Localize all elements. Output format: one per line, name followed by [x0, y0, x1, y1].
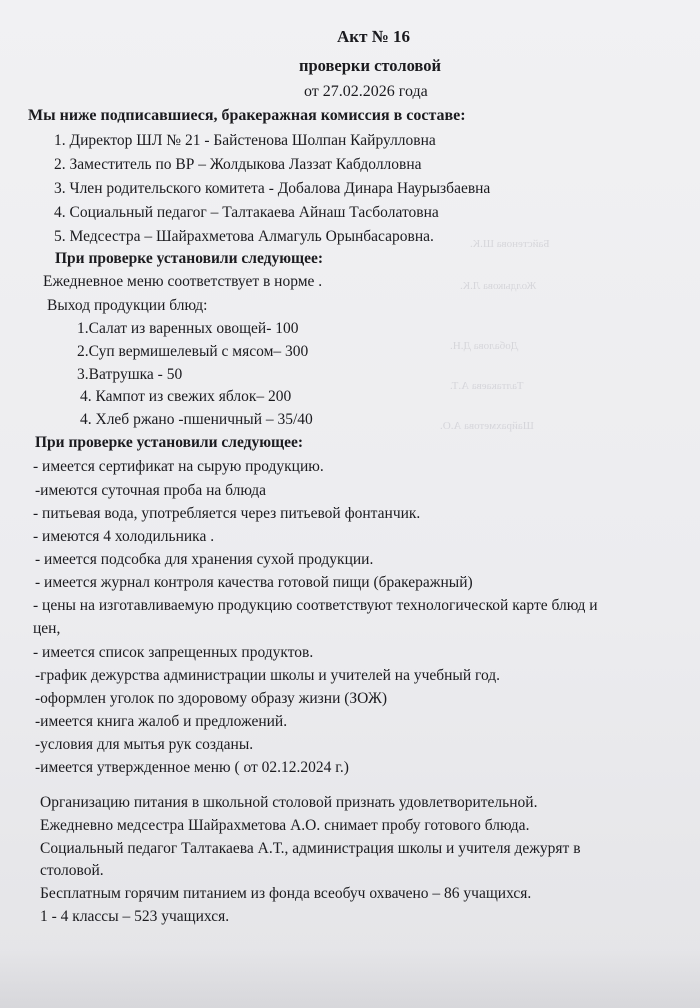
bleed-through-decoration: Байстенова Ш.К. [470, 238, 550, 250]
finding-item: - имеется список запрещенных продуктов. [33, 644, 314, 661]
bleed-through-decoration: Жолдыкова Л.К. [460, 280, 537, 292]
commission-member: 5. Медсестра – Шайрахметова Алмагуль Орынбасаровна. [54, 228, 434, 245]
finding-item: -условия для мытья рук созданы. [35, 736, 254, 753]
finding-item: -график дежурства администрации школы и учителей на учебный год. [35, 667, 501, 684]
conclusion-line: 1 - 4 классы – 523 учащихся. [40, 908, 230, 925]
commission-member: 4. Социальный педагог – Талтакаева Айнаш Тасболатовна [54, 204, 439, 221]
commission-member: 2. Заместитель по ВР – Жолдыкова Лаззат Кабдолловна [54, 156, 422, 173]
yield-heading: Выход продукции блюд: [47, 297, 208, 314]
commission-member: 1. Директор ШЛ № 21 - Байстенова Шолпан Кайрулловна [54, 132, 436, 149]
finding-item: -имеется книга жалоб и предложений. [35, 713, 288, 730]
finding-item: - имеется подсобка для хранения сухой продукции. [35, 551, 374, 568]
conclusion-line: столовой. [40, 862, 104, 879]
finding-item: - имеются 4 холодильника . [33, 528, 215, 545]
act-subtitle: проверки столовой [299, 56, 441, 75]
finding-item: -имеются суточная проба на блюда [35, 482, 266, 499]
section-heading: При проверке установили следующее: [55, 250, 324, 267]
finding-item: -оформлен уголок по здоровому образу жизни (ЗОЖ) [35, 690, 388, 707]
section-heading: При проверке установили следующее: [35, 434, 304, 451]
bleed-through-decoration: Шайрахметова А.О. [440, 420, 534, 432]
dish-item: 4. Кампот из свежих яблок– 200 [80, 388, 292, 405]
conclusion-line: Организацию питания в школьной столовой признать удовлетворительной. [40, 794, 538, 811]
menu-status: Ежедневное меню соответствует в норме . [43, 273, 323, 290]
finding-item: цен, [33, 620, 61, 637]
finding-item: - имеется журнал контроля качества готовой пищи (бракеражный) [35, 574, 473, 591]
finding-item: - имеется сертификат на сырую продукцию. [33, 458, 324, 475]
dish-item: 3.Ватрушка - 50 [77, 366, 183, 383]
act-date: от 27.02.2026 года [304, 83, 428, 100]
conclusion-line: Ежедневно медсестра Шайрахметова А.О. снимает пробу готового блюда. [40, 817, 530, 834]
dish-item: 4. Хлеб ржано -пшеничный – 35/40 [80, 411, 313, 428]
commission-member: 3. Член родительского комитета - Добалова Динара Наурызбаевна [54, 180, 491, 197]
finding-item: - питьевая вода, употребляется через питьевой фонтанчик. [33, 505, 421, 522]
finding-item: - цены на изготавливаемую продукцию соответствуют технологической карте блюд и [33, 597, 598, 614]
conclusion-line: Социальный педагог Талтакаева А.Т., администрация школы и учителя дежурят в [40, 840, 581, 857]
dish-item: 2.Суп вермишелевый с мясом– 300 [77, 343, 309, 360]
conclusion-line: Бесплатным горячим питанием из фонда всеобуч охвачено – 86 учащихся. [40, 885, 532, 902]
commission-intro: Мы ниже подписавшиеся, бракеражная комиссия в составе: [28, 107, 466, 124]
bleed-through-decoration: Добалова Д.Н. [450, 340, 519, 352]
paper-shadow [0, 948, 700, 1008]
bleed-through-decoration: Талтакаева А.Т. [450, 380, 524, 392]
dish-item: 1.Салат из варенных овощей- 100 [77, 320, 299, 337]
finding-item: -имеется утвержденное меню ( от 02.12.2024 г.) [35, 759, 349, 776]
act-title: Акт № 16 [337, 27, 411, 46]
